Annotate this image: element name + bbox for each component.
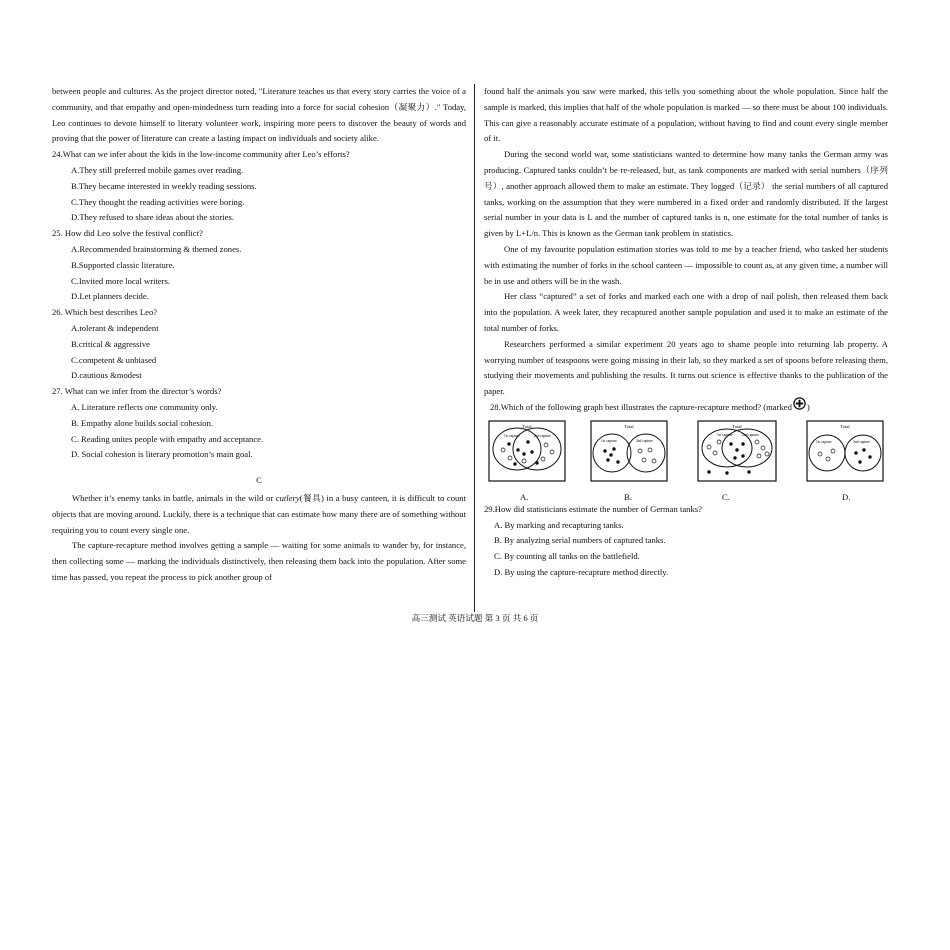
passage-c-paragraph-1 — [52, 491, 466, 538]
graph-c — [697, 420, 777, 482]
question-25 — [52, 226, 466, 305]
graph-c-label: C. — [722, 491, 730, 502]
graph-c-second-capture: 2nd capture — [742, 432, 759, 437]
question-24 — [52, 147, 466, 226]
passage-c-paragraph-7: Researchers performed a similar experiment 20 years ago to shame people into returning lab property. A worrying number of teaspoons were going missing in their lab, so they marked a set of spoons before releasing them, studying their movements and publishing the results. It turns out science is effective thanks to the publication of the paper. — [484, 338, 888, 397]
question-26-option-a: A.tolerant & independent — [71, 322, 159, 333]
paragraph-1-text-start: Whether it’s enemy tanks in battle, animals in the wild or — [72, 492, 276, 503]
question-27-option-d: D. Social cohesion is literary promotion’s main goal. — [71, 449, 253, 460]
passage-c-paragraph-6: Her class “captured” a set of forks and marked each one with a drop of nail polish, then released them back into the population. A week later, they recaptured another sample population and used it to make an estimate of the total number of forks. — [484, 291, 888, 333]
question-24-option-c: C.They thought the reading activities were boring. — [71, 196, 245, 207]
question-27-option-a: A. Literature reflects one community only. — [71, 401, 218, 412]
section-c-heading: C — [256, 475, 262, 486]
question-27-option-c: C. Reading unites people with empathy and acceptance. — [71, 433, 264, 444]
question-29-option-a: A. By marking and recapturing tanks. — [494, 519, 624, 530]
graph-b-label: B. — [624, 491, 632, 502]
paragraph-1-text-end: (餐具) in a busy canteen, it is difficult to count objects that are moving around. Luckily, there is a technique that can estimate how many there are of something without requiring you to count every single one. — [52, 492, 466, 535]
left-column — [52, 84, 466, 586]
marked-symbol-icon — [793, 397, 806, 416]
graph-a-total: Total — [522, 423, 532, 429]
question-26-option-b: B.critical & aggressive — [71, 338, 150, 349]
graph-a — [488, 420, 566, 482]
cutlery-term: cutlery — [275, 492, 300, 503]
question-26-stem: 26. Which best describes Leo? — [52, 307, 158, 318]
column-divider — [474, 84, 475, 612]
graph-a-second-capture: 2nd capture — [534, 433, 551, 438]
question-24-stem: 24.What can we infer about the kids in the low-income community after Leo’s efforts? — [52, 149, 350, 160]
question-28-close: ) — [806, 401, 810, 412]
graph-d — [806, 420, 884, 482]
graph-b-second-capture: 2nd capture — [636, 438, 653, 443]
question-28-text: 28.Which of the following graph best illustrates the capture-recapture method? (marked — [490, 401, 792, 412]
graph-c-total: Total — [732, 423, 742, 429]
question-28-graphs — [484, 420, 888, 502]
question-24-option-a: A.They still preferred mobile games over reading. — [71, 164, 244, 175]
graph-d-first-capture: 1st capture — [816, 439, 832, 444]
question-29-stem: 29.How did statisticians estimate the number of German tanks? — [484, 503, 702, 514]
question-25-option-b: B.Supported classic literature. — [71, 259, 175, 270]
right-column — [484, 84, 888, 581]
graph-a-first-capture: 1st capture — [504, 433, 520, 438]
passage-c-paragraph-2: The capture-recapture method involves getting a sample — waiting for some animals to wander by, for instance, then collecting some — marking the individuals distinctively, then releasing them back into the population. After some time has passed, you repeat the process to pick another group of — [52, 540, 466, 582]
question-26 — [52, 305, 466, 384]
question-29 — [484, 502, 888, 581]
question-27-stem: 27. What can we infer from the director’s words? — [52, 386, 222, 397]
graph-b-first-capture: 1st capture — [601, 438, 617, 443]
question-25-stem: 25. How did Leo solve the festival conflict? — [52, 228, 203, 239]
graph-c-first-capture: 1st capture — [717, 432, 733, 437]
question-24-option-d: D.They refused to share ideas about the stories. — [71, 212, 234, 223]
question-27 — [52, 384, 466, 463]
passage-b-ending: between people and cultures. As the project director noted, "Literature teaches us that every story carries the voice of a community, and that empathy and open-mindedness turn reading into a force for social cohesion（凝聚力）." Today, Leo continues to devote himself to literary volunteer work, inspiring more peers to discover the beauty of words and proving that the power of literature can create a lasting impact on individuals and society alike. — [52, 86, 466, 144]
question-29-option-c: C. By counting all tanks on the battlefield. — [494, 551, 640, 562]
question-26-option-d: D.cautious &modest — [71, 370, 142, 381]
graph-d-label: D. — [842, 491, 851, 502]
question-29-option-b: B. By analyzing serial numbers of captured tanks. — [494, 535, 666, 546]
question-25-option-c: C.Invited more local writers. — [71, 275, 171, 286]
passage-c-paragraph-5: One of my favourite population estimation stories was told to me by a teacher friend, who tasked her students with estimating the number of forks in the school canteen — impossible to count as, at any given time, a number will be in use and others will be in the wash. — [484, 243, 888, 286]
graph-a-label: A. — [520, 491, 529, 502]
question-26-option-c: C.competent & unbiased — [71, 354, 157, 365]
graph-d-total: Total — [840, 423, 850, 429]
graph-d-second-capture: 2nd capture — [853, 439, 870, 444]
question-25-option-d: D.Let planners decide. — [71, 291, 149, 302]
question-25-option-a: A.Recommended brainstorming & themed zones. — [71, 243, 242, 254]
graph-b-total: Total — [624, 423, 634, 429]
graph-b — [590, 420, 668, 482]
passage-c-paragraph-3: found half the animals you saw were marked, this tells you something about the whole population. Since half the sample is marked, this implies that half of the whole population is marked — so there must be about 100 individuals. This can give a reasonably accurate estimate of a population, without having to find and count every single member of it. — [484, 86, 888, 144]
passage-c-paragraph-4: During the second world war, some statisticians wanted to determine how many tanks the German army was producing. Captured tanks couldn’t be re-released, but, as tank components are marked with serial numbers（序列号）, another approach allowed them to make an estimate. They logged（记录） the serial numbers of all captured tanks, working on the assumption that they were numbered in a fixed order and randomly distributed. If the largest serial number in your data is L and the number of captured tanks is n, one estimate for the total number of tanks is given by L+L/n. This is known as the German tank problem in statistics. — [484, 149, 888, 239]
question-28-stem — [490, 400, 888, 416]
question-29-option-d: D. By using the capture-recapture method directly. — [494, 566, 669, 577]
question-24-option-b: B.They became interested in weekly reading sessions. — [71, 180, 257, 191]
question-27-option-b: B. Empathy alone builds social cohesion. — [71, 417, 214, 428]
page-footer: 高三测试 英语试题 第 3 页 共 6 页 — [411, 613, 539, 623]
